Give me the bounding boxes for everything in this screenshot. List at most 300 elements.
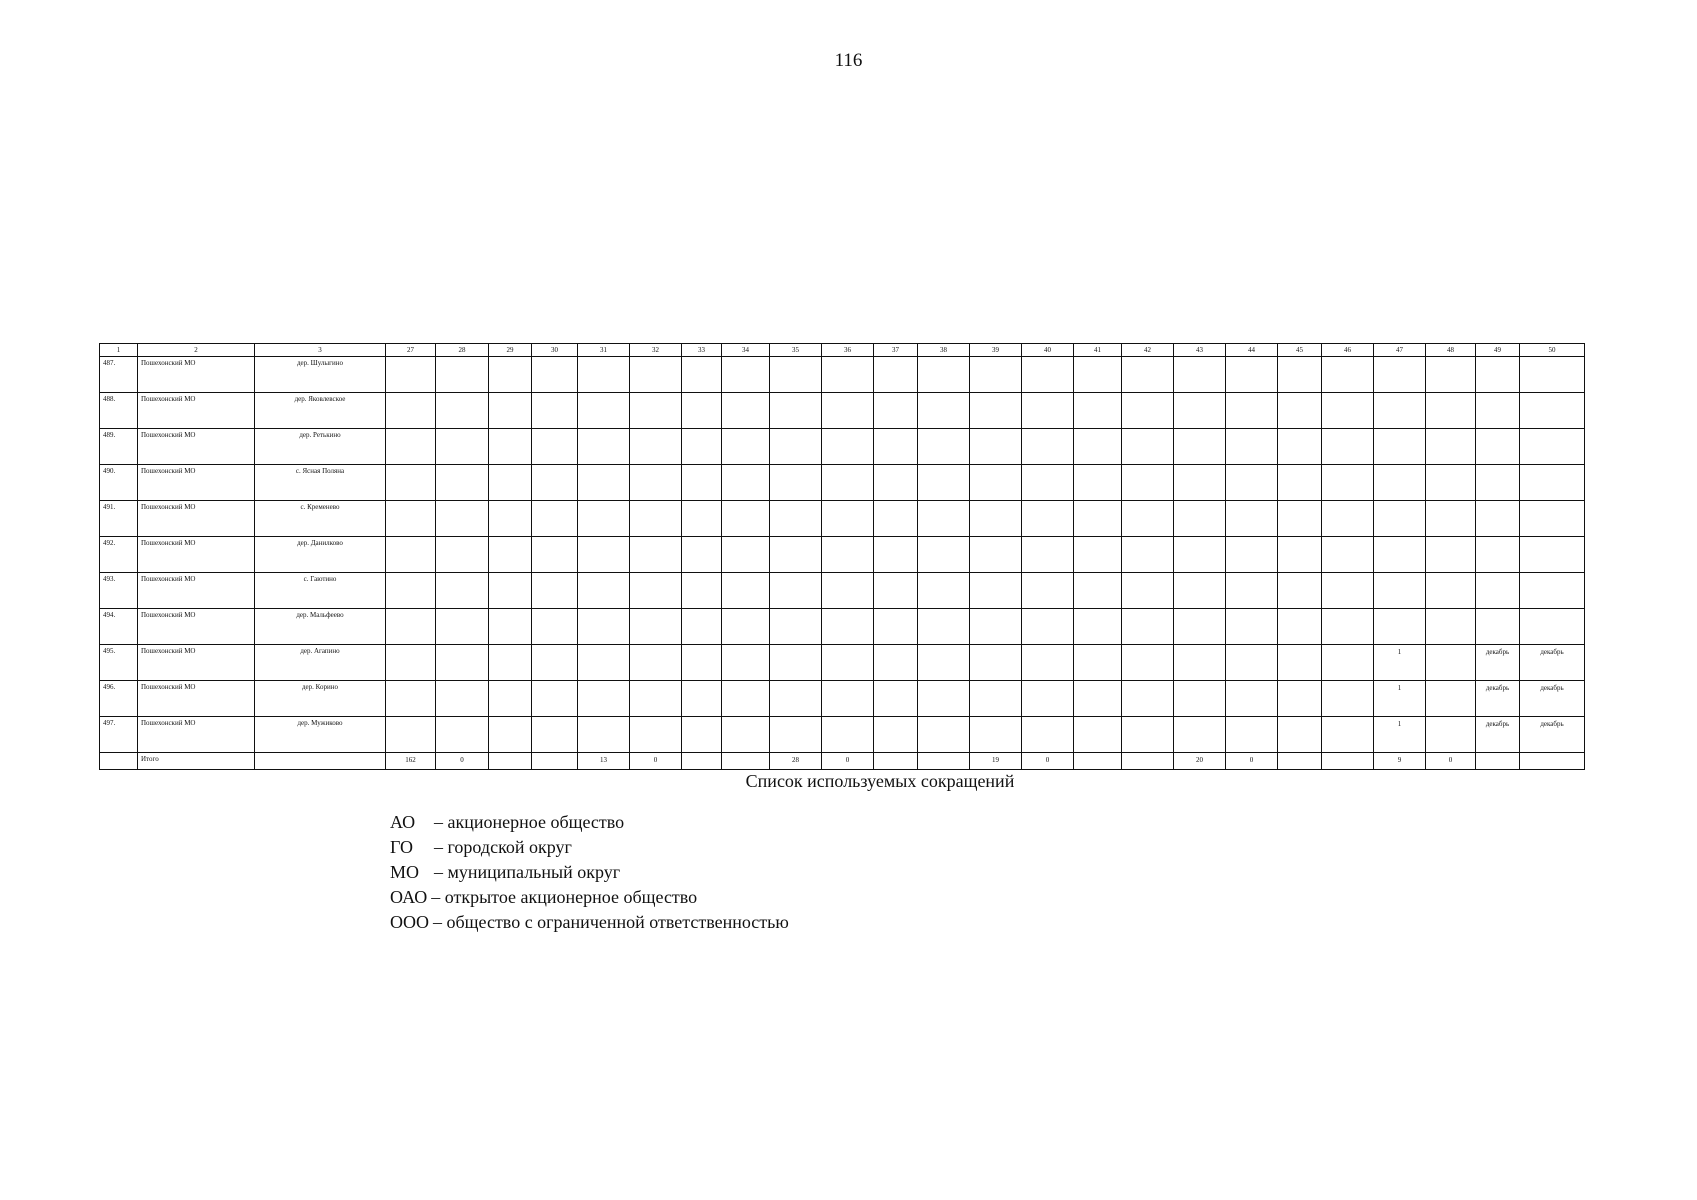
value-cell [1226,645,1278,681]
abbreviation-code: МО [390,862,420,882]
value-cell [1278,501,1322,537]
value-cell [874,753,918,770]
settlement-cell: дер. Шулыгино [255,357,386,393]
value-cell [1374,573,1426,609]
value-cell [1226,501,1278,537]
value-cell [489,357,532,393]
value-cell [489,537,532,573]
value-cell [578,357,630,393]
value-cell [918,573,970,609]
value-cell [1476,357,1520,393]
value-cell [1322,393,1374,429]
row-number-cell: 490. [100,465,138,501]
value-cell [1122,753,1174,770]
value-cell [1278,717,1322,753]
value-cell [1226,609,1278,645]
value-cell [1374,393,1426,429]
value-cell [1426,609,1476,645]
value-cell [970,501,1022,537]
value-cell [822,609,874,645]
value-cell [436,573,489,609]
value-cell [1520,465,1585,501]
value-cell [1476,465,1520,501]
settlement-cell [255,753,386,770]
value-cell [682,645,722,681]
abbreviations-list [390,810,789,935]
value-cell [1226,393,1278,429]
value-cell [722,645,770,681]
value-cell [770,357,822,393]
value-cell [1278,393,1322,429]
value-cell [722,501,770,537]
value-cell [1022,681,1074,717]
value-cell [1520,429,1585,465]
value-cell [874,429,918,465]
value-cell [682,573,722,609]
value-cell [1122,357,1174,393]
value-cell: 9 [1374,753,1426,770]
value-cell [386,645,436,681]
value-cell [822,717,874,753]
value-cell [682,357,722,393]
value-cell [1426,393,1476,429]
column-header: 47 [1374,344,1426,357]
value-cell [1174,357,1226,393]
value-cell [1226,573,1278,609]
value-cell [1322,681,1374,717]
value-cell [1074,573,1122,609]
column-header: 30 [532,344,578,357]
value-cell [770,429,822,465]
value-cell [1322,357,1374,393]
value-cell [1226,717,1278,753]
column-header: 46 [1322,344,1374,357]
value-cell [1426,717,1476,753]
value-cell [682,717,722,753]
row-number-cell: 493. [100,573,138,609]
value-cell [532,465,578,501]
value-cell [1520,501,1585,537]
settlement-cell: дер. Корино [255,681,386,717]
value-cell [970,645,1022,681]
value-cell [874,501,918,537]
value-cell [918,537,970,573]
column-header: 33 [682,344,722,357]
table-row [100,537,1585,573]
value-cell [630,465,682,501]
value-cell [532,753,578,770]
value-cell [682,501,722,537]
value-cell [489,465,532,501]
value-cell [532,609,578,645]
value-cell [1476,609,1520,645]
settlement-cell: с. Кременево [255,501,386,537]
value-cell [630,429,682,465]
abbreviations-title: Список используемых сокращений [745,771,1015,791]
value-cell [1278,753,1322,770]
value-cell [436,537,489,573]
value-cell [1322,753,1374,770]
value-cell [1226,429,1278,465]
column-header: 37 [874,344,918,357]
table-row [100,573,1585,609]
settlement-cell: дер. Яковлевское [255,393,386,429]
value-cell [918,501,970,537]
value-cell [682,429,722,465]
value-cell [1322,645,1374,681]
value-cell [1520,573,1585,609]
value-cell [1174,645,1226,681]
value-cell [918,429,970,465]
row-number-cell [100,753,138,770]
municipality-cell: Пошехонский МО [138,501,255,537]
value-cell: 0 [1022,753,1074,770]
value-cell [722,717,770,753]
column-header: 48 [1426,344,1476,357]
value-cell [682,537,722,573]
municipality-cell: Пошехонский МО [138,645,255,681]
value-cell [1122,717,1174,753]
value-cell [630,573,682,609]
value-cell [970,537,1022,573]
value-cell [722,393,770,429]
value-cell [770,393,822,429]
value-cell [822,573,874,609]
value-cell [1426,429,1476,465]
value-cell [578,393,630,429]
column-header: 50 [1520,344,1585,357]
value-cell [532,717,578,753]
value-cell [1174,537,1226,573]
value-cell [578,573,630,609]
value-cell [1074,645,1122,681]
value-cell [1074,537,1122,573]
value-cell [578,501,630,537]
value-cell [578,429,630,465]
value-cell [1426,501,1476,537]
value-cell: 0 [630,753,682,770]
value-cell [436,501,489,537]
value-cell [970,717,1022,753]
value-cell [1426,357,1476,393]
municipality-cell: Пошехонский МО [138,609,255,645]
abbreviation-text: – акционерное общество [434,812,625,832]
value-cell [532,573,578,609]
municipality-cell: Пошехонский МО [138,681,255,717]
value-cell [1022,357,1074,393]
table-row [100,609,1585,645]
value-cell [722,537,770,573]
value-cell [1520,393,1585,429]
value-cell [874,537,918,573]
value-cell [1426,537,1476,573]
value-cell: 19 [970,753,1022,770]
value-cell [1278,609,1322,645]
value-cell [822,429,874,465]
value-cell [630,645,682,681]
header-row [100,344,1585,357]
value-cell [1022,717,1074,753]
value-cell [1278,645,1322,681]
value-cell [1426,465,1476,501]
value-cell [918,717,970,753]
value-cell [1122,573,1174,609]
table-row [100,465,1585,501]
value-cell [578,609,630,645]
row-number-cell: 491. [100,501,138,537]
value-cell [874,681,918,717]
municipality-cell: Пошехонский МО [138,537,255,573]
value-cell [578,465,630,501]
column-header: 43 [1174,344,1226,357]
column-header: 44 [1226,344,1278,357]
value-cell [1520,609,1585,645]
value-cell [578,645,630,681]
column-header: 40 [1022,344,1074,357]
row-number-cell: 496. [100,681,138,717]
value-cell [722,753,770,770]
settlement-cell: дер. Ретькино [255,429,386,465]
value-cell [630,501,682,537]
value-cell [682,753,722,770]
value-cell [874,393,918,429]
column-header: 45 [1278,344,1322,357]
value-cell: 1 [1374,645,1426,681]
value-cell [1476,753,1520,770]
table-row [100,393,1585,429]
column-header: 36 [822,344,874,357]
value-cell [1226,681,1278,717]
value-cell [1426,573,1476,609]
value-cell: декабрь [1476,717,1520,753]
value-cell [1278,465,1322,501]
value-cell [386,681,436,717]
value-cell [489,573,532,609]
value-cell [770,501,822,537]
municipality-cell: Пошехонский МО [138,465,255,501]
value-cell [722,573,770,609]
abbreviation-code: ООО [390,912,429,932]
table-row [100,681,1585,717]
value-cell [630,357,682,393]
value-cell [1476,537,1520,573]
value-cell [770,573,822,609]
column-header: 41 [1074,344,1122,357]
value-cell [1278,357,1322,393]
value-cell [386,501,436,537]
column-header: 27 [386,344,436,357]
value-cell [1022,573,1074,609]
value-cell [436,429,489,465]
value-cell: 20 [1174,753,1226,770]
value-cell [1074,717,1122,753]
value-cell [1374,465,1426,501]
value-cell [874,357,918,393]
column-header: 38 [918,344,970,357]
value-cell [682,393,722,429]
value-cell [630,681,682,717]
value-cell: 28 [770,753,822,770]
abbreviation-text: – муниципальный округ [434,862,621,882]
value-cell [578,537,630,573]
value-cell [386,465,436,501]
value-cell [386,429,436,465]
row-number-cell: 488. [100,393,138,429]
value-cell [436,681,489,717]
value-cell [874,609,918,645]
column-header: 32 [630,344,682,357]
table-body [100,357,1585,770]
value-cell [386,573,436,609]
value-cell [532,501,578,537]
value-cell [1174,501,1226,537]
value-cell [822,501,874,537]
value-cell [1476,393,1520,429]
value-cell [918,645,970,681]
value-cell [532,645,578,681]
value-cell [874,465,918,501]
column-header: 42 [1122,344,1174,357]
value-cell [436,609,489,645]
value-cell: декабрь [1520,717,1585,753]
value-cell [682,465,722,501]
column-header: 49 [1476,344,1520,357]
value-cell [1122,429,1174,465]
value-cell [532,537,578,573]
abbreviation-code: ГО [390,837,413,857]
value-cell [630,537,682,573]
municipality-cell: Пошехонский МО [138,357,255,393]
value-cell [1322,429,1374,465]
value-cell [1520,537,1585,573]
value-cell: 0 [1426,753,1476,770]
value-cell [1278,429,1322,465]
row-number-cell: 497. [100,717,138,753]
value-cell [1278,537,1322,573]
municipality-cell: Пошехонский МО [138,573,255,609]
value-cell: 0 [1226,753,1278,770]
abbreviation-item [390,910,789,935]
value-cell [822,357,874,393]
value-cell [722,429,770,465]
value-cell [970,573,1022,609]
value-cell [822,537,874,573]
value-cell [1022,393,1074,429]
value-cell [874,717,918,753]
value-cell [1322,609,1374,645]
value-cell [1122,537,1174,573]
value-cell: 1 [1374,681,1426,717]
value-cell: 0 [436,753,489,770]
data-table-wrapper [99,343,1585,770]
value-cell [1322,537,1374,573]
value-cell [436,717,489,753]
total-row [100,753,1585,770]
value-cell [1374,501,1426,537]
value-cell [489,393,532,429]
value-cell [1322,573,1374,609]
value-cell [1122,645,1174,681]
value-cell: 0 [822,753,874,770]
value-cell [1074,429,1122,465]
settlement-cell: дер. Мужиково [255,717,386,753]
abbreviation-item [390,835,789,860]
value-cell [722,465,770,501]
row-number-cell: 489. [100,429,138,465]
value-cell [1226,537,1278,573]
value-cell [918,681,970,717]
value-cell [1022,465,1074,501]
value-cell [1122,681,1174,717]
value-cell [1374,357,1426,393]
abbreviation-code: АО [390,812,416,832]
municipality-cell: Пошехонский МО [138,717,255,753]
table-row [100,501,1585,537]
value-cell [722,681,770,717]
value-cell [1226,465,1278,501]
value-cell [489,645,532,681]
row-number-cell: 487. [100,357,138,393]
value-cell [1022,501,1074,537]
column-header: 2 [138,344,255,357]
value-cell [489,753,532,770]
value-cell [1074,393,1122,429]
value-cell [1022,609,1074,645]
value-cell [682,609,722,645]
value-cell: декабрь [1520,681,1585,717]
value-cell [1122,393,1174,429]
value-cell [1174,609,1226,645]
value-cell [578,681,630,717]
value-cell [1520,357,1585,393]
value-cell [918,465,970,501]
value-cell [1278,681,1322,717]
value-cell [970,465,1022,501]
value-cell [918,753,970,770]
table-row [100,717,1585,753]
value-cell [770,717,822,753]
value-cell: декабрь [1476,645,1520,681]
value-cell [1174,429,1226,465]
abbreviation-code: ОАО [390,887,428,907]
value-cell [386,717,436,753]
municipality-cell: Пошехонский МО [138,393,255,429]
value-cell [1174,717,1226,753]
value-cell [1122,501,1174,537]
value-cell [630,717,682,753]
abbreviation-item [390,810,789,835]
value-cell [578,717,630,753]
value-cell [489,609,532,645]
value-cell [770,645,822,681]
row-number-cell: 492. [100,537,138,573]
value-cell [682,681,722,717]
table-row [100,645,1585,681]
column-header: 29 [489,344,532,357]
value-cell [1278,573,1322,609]
value-cell [1074,465,1122,501]
column-header: 28 [436,344,489,357]
value-cell [386,393,436,429]
value-cell [874,645,918,681]
column-header: 34 [722,344,770,357]
value-cell [1174,393,1226,429]
value-cell [722,357,770,393]
value-cell [436,645,489,681]
value-cell [1322,717,1374,753]
column-header: 35 [770,344,822,357]
value-cell [918,609,970,645]
